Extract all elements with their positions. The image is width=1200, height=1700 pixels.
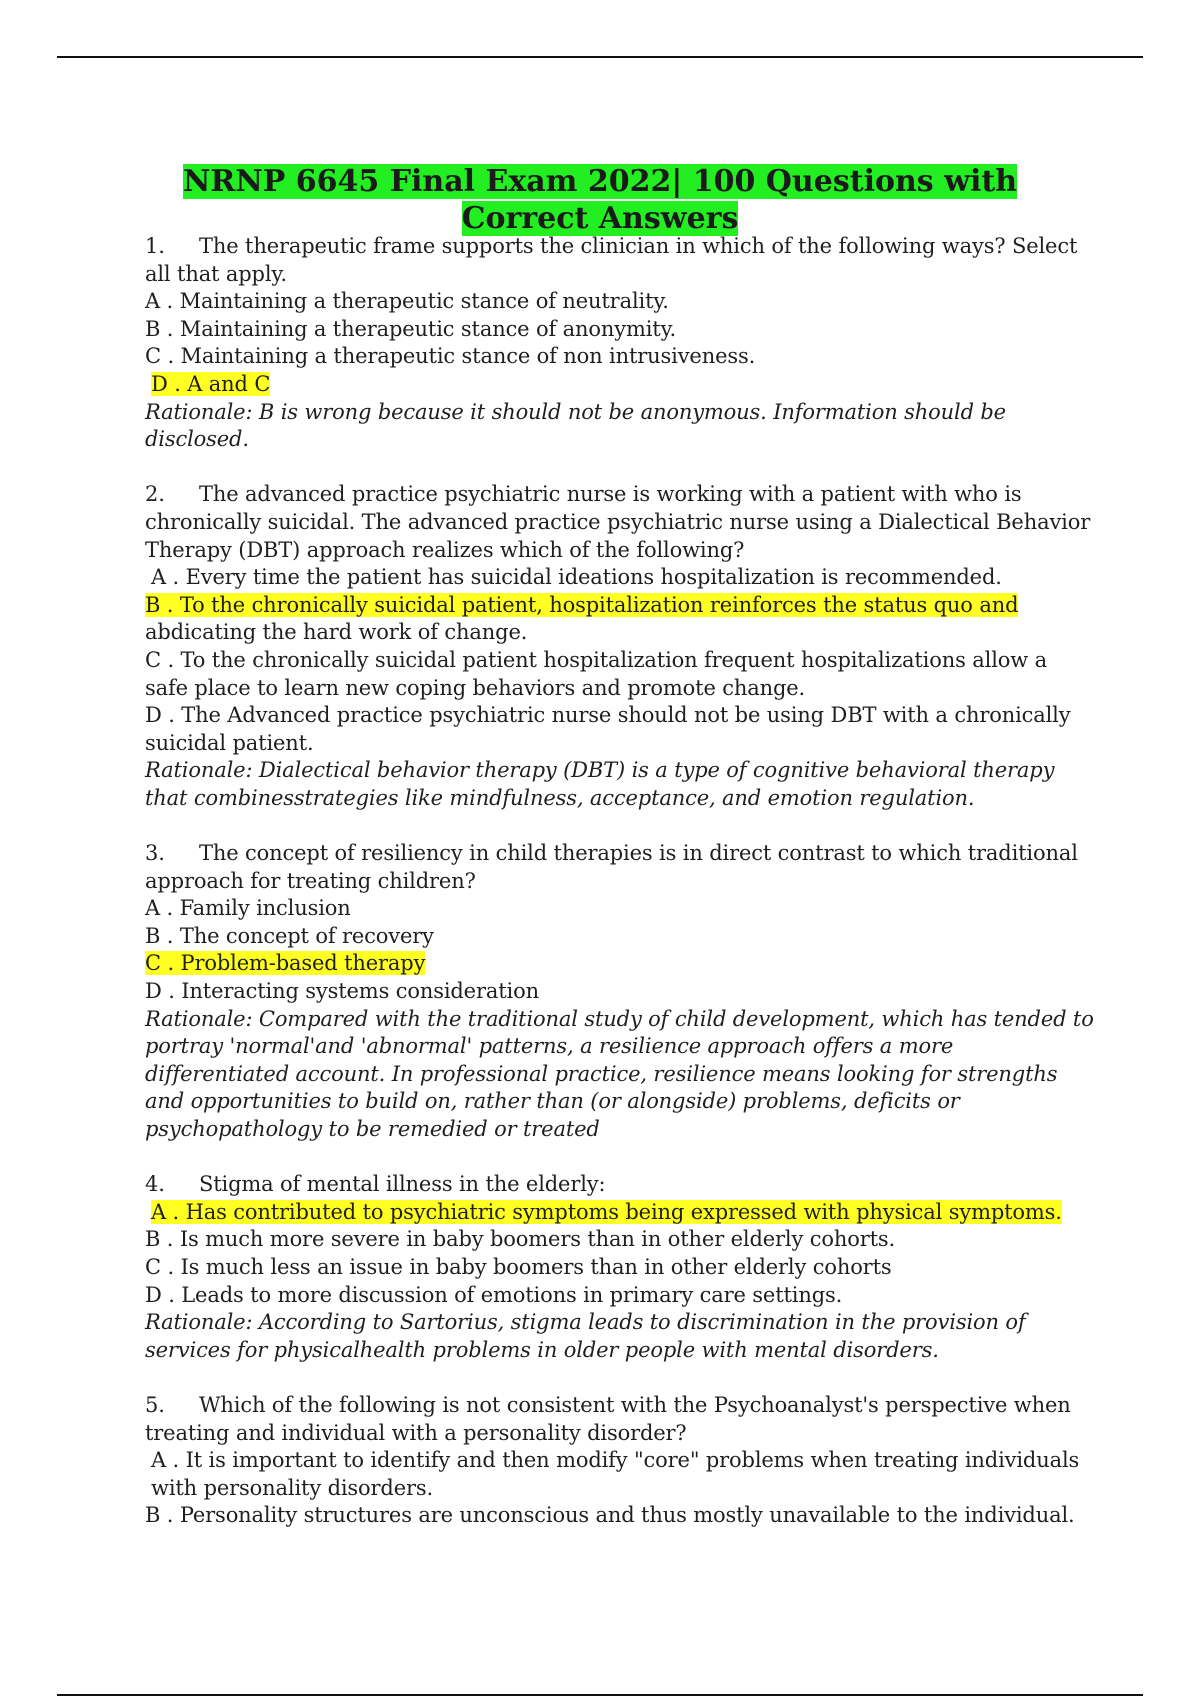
option-d-correct [145,371,1095,399]
option-a: A . It is important to identify and then modify "core" problems when treating individuals with personality disorders. [151,1448,1080,1500]
question-5 [145,1392,1095,1530]
option-a: A . Every time the patient has suicidal ideations hospitalization is recommended. [151,565,1002,590]
option-d: D . Interacting systems consideration [145,979,539,1004]
option-b: B . The concept of recovery [145,923,434,948]
title-highlight: NRNP 6645 Final Exam 2022| 100 Questions with Correct Answers [182,164,1018,237]
question-stem [145,1171,1095,1199]
option-c-correct [145,950,1095,978]
rationale: Rationale: Dialectical behavior therapy (DBT) is a type of cognitive behavioral therapy that combinesstrategies like mindfulness, acceptance, and emotion regulation. [145,758,1055,810]
question-text: The therapeutic frame supports the clinician in which of the following ways? Select all that apply. [145,234,1078,286]
question-4 [145,1171,1095,1364]
question-number: 3. [145,841,165,866]
rationale: Rationale: Compared with the traditional study of child development, which has tended to portray 'normal'and 'abnormal' patterns, a resilience approach offers a more differentiated account. In professional practice, resilience means looking for strengths and opportunities to build on, rather than (or alongside) problems, deficits or psychopathology to be remedied or treated [145,1006,1094,1141]
question-number: 5. [145,1392,165,1417]
option-c: C . To the chronically suicidal patient hospitalization frequent hospitalizations allow a safe place to learn new coping behaviors and promote change. [145,647,1047,700]
option-b: B . Is much more severe in baby boomers than in other elderly cohorts. [145,1227,896,1252]
question-text: The advanced practice psychiatric nurse is working with a patient with who is chronically suicidal. The advanced practice psychiatric nurse using a Dialectical Behavior Therapy (DBT) approach realizes which of the following? [145,482,1091,562]
option-b-correct [145,592,1095,620]
document-title [120,163,1080,237]
question-3 [145,840,1095,1144]
option-b: B . Personality structures are unconscious and thus mostly unavailable to the individual. [145,1503,1075,1528]
question-text: The concept of resiliency in child therapies is in direct contrast to which traditional approach for treating children? [145,841,1078,893]
correct-answer-highlight: C . Problem-based therapy [145,951,426,976]
question-2 [145,481,1095,812]
option-c: C . Is much less an issue in baby boomers than in other elderly cohorts [145,1254,892,1279]
question-text: Stigma of mental illness in the elderly: [199,1172,606,1197]
question-stem [145,1392,1095,1447]
option-d: D . Leads to more discussion of emotions in primary care settings. [145,1282,843,1307]
question-number: 1. [145,234,165,258]
correct-answer-highlight: D . A and C [151,371,271,396]
rationale: Rationale: According to Sartorius, stigma leads to discrimination in the provision of services for physicalhealth problems in older people with mental disorders. [145,1310,1026,1362]
option-a-correct [145,1199,1095,1227]
option-c: C . Maintaining a therapeutic stance of non intrusiveness. [145,344,756,369]
option-d: D . The Advanced practice psychiatric nurse should not be using DBT with a chronically suicidal patient. [145,703,1071,755]
question-number: 4. [145,1172,165,1197]
question-number: 2. [145,482,165,507]
rationale: Rationale: B is wrong because it should not be anonymous. Information should be disclosed. [145,399,1006,452]
question-1 [145,233,1095,454]
question-stem [145,481,1095,564]
correct-answer-highlight: B . To the chronically suicidal patient, hospitalization reinforces the status quo and [145,592,1019,617]
option-b: B . Maintaining a therapeutic stance of anonymity. [145,316,677,341]
bottom-rule [57,1694,1143,1696]
option-a: A . Family inclusion [145,896,351,921]
option-b-continued: abdicating the hard work of change. [145,620,528,645]
top-rule [57,56,1143,58]
correct-answer-highlight: A . Has contributed to psychiatric symptoms being expressed with physical symptoms. [151,1199,1062,1224]
option-a: A . Maintaining a therapeutic stance of neutrality. [145,289,669,314]
question-stem [145,840,1095,895]
question-list [145,233,1095,1558]
question-stem [145,233,1095,288]
question-text: Which of the following is not consistent with the Psychoanalyst's perspective when treating and individual with a personality disorder? [145,1392,1071,1445]
